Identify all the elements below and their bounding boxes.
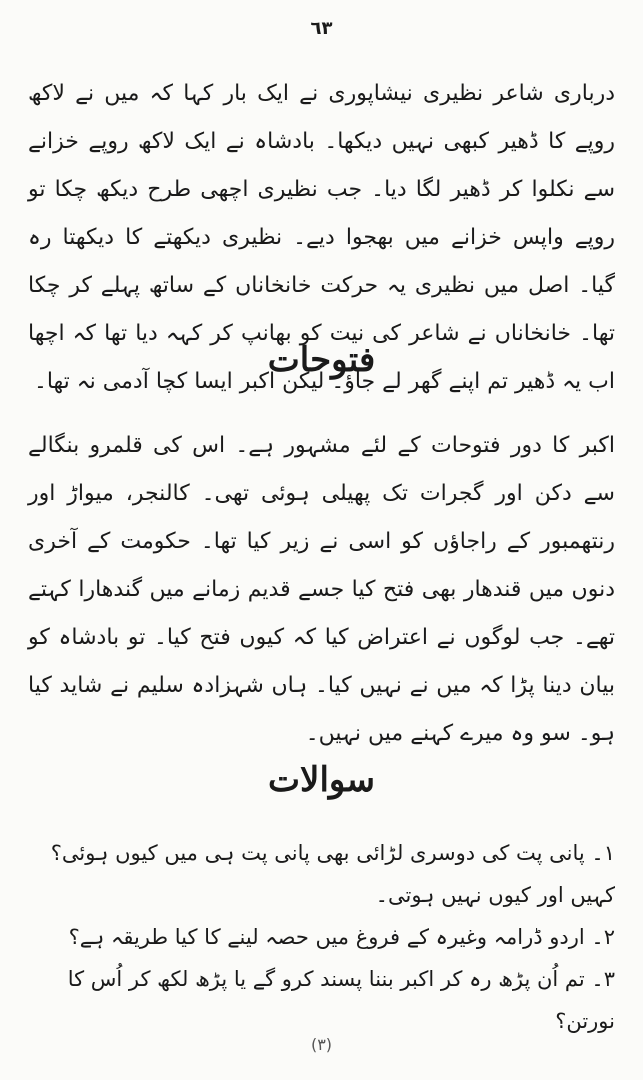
page-number: ٦٣ xyxy=(310,18,333,39)
paragraph-nazeeri: درباری شاعر نظیری نیشاپوری نے ایک بار کہا کہ میں نے لاکھ روپے کا ڈھیر کبھی نہیں دیکھا۔ بادشاہ نے ایک لاکھ روپے خزانے سے نکلوا کر ڈھیر لگا دیا۔ جب نظیری اچھی طرح دیکھ چکا تو روپے واپس خزانے میں بھجوا دیے۔ نظیری دیکھتے کا دیکھتا رہ گیا۔ اصل میں نظیری یہ حرکت خانخاناں کے ساتھ پہلے کر چکا تھا۔ خانخاناں نے شاعر کی نیت کو بھانپ کر کہہ دیا تھا کہ اچھا اب یہ ڈھیر تم اپنے گھر لے جاؤ۔ لیکن اکبر ایسا کچا آدمی نہ تھا۔ xyxy=(28,81,615,394)
footer-page-mark: (۳) xyxy=(310,1035,333,1054)
questions-list xyxy=(28,832,615,1042)
question-item: ٣۔ تم اُن پڑھ رہ کر اکبر بننا پسند کرو گے یا پڑھ لکھ کر اُس کا نورتن؟ xyxy=(67,967,615,1033)
heading-futuhat: فتوحات xyxy=(267,340,376,380)
heading-sawalat: سوالات xyxy=(268,760,375,800)
question-item: ٢۔ اردو ڈرامہ وغیرہ کے فروغ میں حصہ لینے کا کیا طریقہ ہے؟ xyxy=(68,925,615,949)
question-item: ١۔ پانی پت کی دوسری لڑائی بھی پانی پت ہی میں کیوں ہوئی؟ کہیں اور کیوں نہیں ہوتی۔ xyxy=(50,841,615,907)
paragraph-futuhat: اکبر کا دور فتوحات کے لئے مشہور ہے۔ اس کی قلمرو بنگالے سے دکن اور گجرات تک پھیلی ہوئی تھی۔ کالنجر، میواڑ اور رنتھمبور کے راجاؤں کو اسی نے زیر کیا تھا۔ حکومت کے آخری دنوں میں قندھار بھی فتح کیا جسے قدیم زمانے میں گندھارا کہتے تھے۔ جب لوگوں نے اعتراض کیا کہ کیوں فتح کیا۔ تو بادشاہ کو بیان دینا پڑا کہ میں نے نہیں کیا۔ ہاں شہزادہ سلیم نے شاید کیا ہو۔ سو وہ میرے کہنے میں نہیں۔ xyxy=(28,433,615,746)
